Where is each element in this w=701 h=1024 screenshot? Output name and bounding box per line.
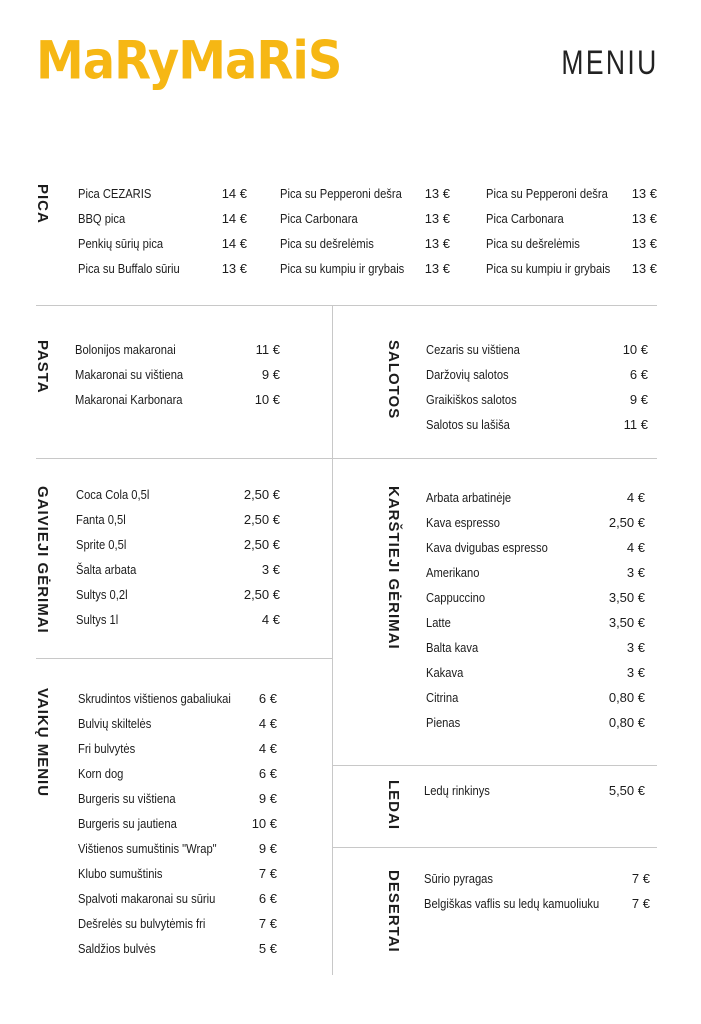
menu-item	[76, 607, 280, 632]
menu-item-name	[426, 610, 455, 635]
menu-item	[75, 387, 280, 412]
menu-item-name-text: Latte	[426, 615, 451, 630]
menu-item	[426, 362, 648, 387]
menu-item-price: 11 €	[255, 342, 280, 357]
menu-item-price: 2,50 €	[243, 587, 280, 602]
menu-item-name-text: Klubo sumuštinis	[78, 866, 163, 881]
menu-item-name	[75, 362, 201, 387]
menu-item-name-text: Pica su Pepperoni dešra	[280, 186, 402, 201]
menu-item-price: 10 €	[251, 816, 277, 831]
menu-item-name-text: Sprite 0,5l	[76, 537, 127, 552]
menu-item-price: 4 €	[626, 490, 645, 505]
menu-item-name	[426, 710, 466, 735]
divider	[36, 658, 332, 659]
menu-item-name-text: Coca Cola 0,5l	[76, 487, 150, 502]
menu-item	[76, 557, 280, 582]
divider	[332, 847, 657, 848]
menu-item-name-text: Pica su Buffalo sūriu	[78, 261, 180, 276]
menu-item	[78, 711, 277, 736]
menu-item-name	[78, 231, 177, 256]
menu-item-price: 9 €	[258, 841, 277, 856]
menu-item-price: 3 €	[626, 640, 645, 655]
menu-item	[426, 485, 645, 510]
menu-item-price: 10 €	[254, 392, 280, 407]
menu-item-price: 13 €	[424, 261, 450, 276]
menu-item-name	[78, 786, 191, 811]
menu-item-price: 9 €	[261, 367, 280, 382]
page-title: MENIU	[561, 44, 659, 82]
menu-item-name	[78, 936, 168, 961]
menu-item	[280, 256, 450, 281]
menu-item	[75, 337, 280, 362]
menu-item-name-text: Graikiškos salotos	[426, 392, 517, 407]
menu-item-price: 3 €	[626, 565, 645, 580]
menu-item-price: 4 €	[626, 540, 645, 555]
menu-item-name	[76, 507, 134, 532]
salotos-items	[426, 337, 648, 437]
menu-item	[426, 635, 645, 660]
menu-item-name	[426, 685, 464, 710]
menu-item	[426, 560, 645, 585]
menu-item-price: 2,50 €	[608, 515, 645, 530]
menu-item-name-text: Cappuccino	[426, 590, 486, 605]
menu-item-name	[486, 181, 628, 206]
menu-item-price: 14 €	[221, 211, 247, 226]
menu-item-name-text: Salotos su lašiša	[426, 417, 510, 432]
menu-item-name	[426, 535, 568, 560]
menu-item-name-text: Balta kava	[426, 640, 479, 655]
menu-item-name	[426, 337, 535, 362]
menu-item	[426, 387, 648, 412]
menu-item-name-text: Korn dog	[78, 766, 124, 781]
menu-item-name-text: Pica su dešrelėmis	[486, 236, 580, 251]
menu-item-name-text: Vištienos sumuštinis "Wrap"	[78, 841, 217, 856]
menu-item-price: 7 €	[258, 866, 277, 881]
menu-item-name-text: Sūrio pyragas	[424, 871, 493, 886]
menu-item-name-text: Burgeris su vištiena	[78, 791, 176, 806]
menu-item-price: 4 €	[261, 612, 280, 627]
menu-item	[76, 482, 280, 507]
menu-item-price: 10 €	[622, 342, 648, 357]
pasta-items	[75, 337, 280, 412]
menu-item-name-text: Skrudintos vištienos gabaliukai	[78, 691, 231, 706]
menu-item-name-text: Pica su kumpiu ir grybais	[280, 261, 405, 276]
menu-item-name-text: Pica Carbonara	[280, 211, 358, 226]
section-label-pica: PICA	[34, 184, 51, 224]
menu-item-name	[280, 256, 425, 281]
menu-item	[426, 585, 645, 610]
menu-item-name-text: Arbata arbatinėje	[426, 490, 512, 505]
menu-item	[426, 660, 645, 685]
menu-item-name-text: Dešrelės su bulvytėmis fri	[78, 916, 206, 931]
menu-item	[76, 532, 280, 557]
menu-item	[424, 891, 650, 916]
menu-item-name	[426, 510, 512, 535]
pica-column-1	[78, 181, 247, 281]
menu-item-name	[78, 861, 176, 886]
menu-item	[426, 610, 645, 635]
menu-item-price: 2,50 €	[243, 512, 280, 527]
menu-item	[76, 507, 280, 532]
menu-item-name-text: Amerikano	[426, 565, 480, 580]
divider	[332, 305, 333, 975]
menu-item-name	[75, 387, 200, 412]
brand-logo-text: MaRyMaRiS	[36, 30, 342, 92]
gaivieji-items	[76, 482, 280, 632]
menu-item	[78, 231, 247, 256]
menu-item-price: 5,50 €	[608, 783, 645, 798]
menu-item	[75, 362, 280, 387]
menu-item	[486, 181, 657, 206]
menu-item-price: 3 €	[626, 665, 645, 680]
menu-item-name	[426, 660, 469, 685]
menu-item-name-text: Burgeris su jautiena	[78, 816, 177, 831]
menu-item-name	[426, 635, 487, 660]
menu-item-name-text: Makaronai Karbonara	[75, 392, 183, 407]
menu-item-name	[78, 181, 163, 206]
menu-item-name	[76, 607, 125, 632]
menu-item-name-text: Pica Carbonara	[486, 211, 564, 226]
menu-item-name	[486, 256, 631, 281]
menu-item-price: 13 €	[424, 236, 450, 251]
ledai-items	[424, 778, 645, 803]
menu-item-name-text: Daržovių salotos	[426, 367, 509, 382]
menu-item-name	[426, 362, 522, 387]
menu-item-name	[78, 836, 239, 861]
menu-item-price: 4 €	[258, 741, 277, 756]
menu-item-name	[280, 206, 370, 231]
menu-item-name-text: BBQ pica	[78, 211, 126, 226]
menu-item-name	[426, 585, 495, 610]
menu-item-name	[486, 231, 595, 256]
karstieji-items	[426, 485, 645, 735]
menu-item-price: 6 €	[629, 367, 648, 382]
menu-item-price: 13 €	[631, 211, 657, 226]
pica-column-2	[280, 181, 450, 281]
menu-item-name-text: Kava espresso	[426, 515, 500, 530]
menu-item-price: 3,50 €	[608, 615, 645, 630]
vaiku-items	[78, 686, 277, 961]
menu-item-name	[78, 886, 238, 911]
menu-item-price: 13 €	[631, 261, 657, 276]
menu-item-name-text: Kava dvigubas espresso	[426, 540, 548, 555]
menu-item-name-text: Kakava	[426, 665, 464, 680]
menu-item	[426, 710, 645, 735]
divider	[36, 305, 657, 306]
menu-item-name-text: Citrina	[426, 690, 459, 705]
menu-item	[78, 811, 277, 836]
menu-item	[486, 231, 657, 256]
menu-item-price: 0,80 €	[608, 690, 645, 705]
menu-item	[426, 535, 645, 560]
menu-item-name	[486, 206, 576, 231]
menu-item-name-text: Saldžios bulvės	[78, 941, 156, 956]
menu-item-price: 9 €	[629, 392, 648, 407]
menu-item-name-text: Belgiškas vaflis su ledų kamuoliuku	[424, 896, 600, 911]
menu-item-price: 13 €	[424, 211, 450, 226]
menu-item	[280, 231, 450, 256]
menu-item-price: 6 €	[258, 766, 277, 781]
menu-item-name-text: Pienas	[426, 715, 461, 730]
menu-item-name	[75, 337, 192, 362]
menu-item-price: 3,50 €	[608, 590, 645, 605]
menu-item-name	[78, 711, 163, 736]
menu-item	[424, 778, 645, 803]
menu-item-name-text: Šalta arbata	[76, 562, 137, 577]
menu-item	[280, 181, 450, 206]
section-label-karstieji: KARŠTIEJI GĖRIMAI	[385, 486, 402, 650]
menu-item-name-text: Sultys 0,2l	[76, 587, 128, 602]
menu-item-name-text: Penkių sūrių pica	[78, 236, 164, 251]
menu-item	[426, 510, 645, 535]
menu-item-name-text: Bolonijos makaronai	[75, 342, 176, 357]
menu-item	[78, 886, 277, 911]
menu-item	[78, 686, 277, 711]
menu-item-name-text: Sultys 1l	[76, 612, 119, 627]
menu-item-name	[76, 557, 146, 582]
menu-item-name	[78, 811, 193, 836]
menu-item	[78, 256, 247, 281]
menu-item-price: 11 €	[623, 417, 648, 432]
menu-item	[78, 911, 277, 936]
menu-item-name-text: Fri bulvytės	[78, 741, 136, 756]
menu-item-name-text: Cezaris su vištiena	[426, 342, 520, 357]
menu-item-name	[76, 582, 136, 607]
menu-item-name	[76, 532, 135, 557]
menu-item-name	[280, 231, 389, 256]
menu-item-name	[426, 387, 531, 412]
pica-column-3	[486, 181, 657, 281]
menu-item-name-text: Bulvių skiltelės	[78, 716, 152, 731]
menu-item	[78, 761, 277, 786]
menu-item-price: 7 €	[631, 896, 650, 911]
menu-item-price: 13 €	[424, 186, 450, 201]
menu-item-name	[426, 412, 524, 437]
menu-item-price: 4 €	[258, 716, 277, 731]
menu-item	[486, 206, 657, 231]
menu-item-name-text: Fanta 0,5l	[76, 512, 126, 527]
menu-item-name-text: Pica CEZARIS	[78, 186, 152, 201]
menu-item-price: 6 €	[258, 891, 277, 906]
menu-item-name	[78, 686, 256, 711]
divider	[332, 765, 657, 766]
menu-item-name	[78, 256, 196, 281]
menu-item-name-text: Pica su kumpiu ir grybais	[486, 261, 611, 276]
menu-item-price: 7 €	[631, 871, 650, 886]
menu-item	[426, 337, 648, 362]
menu-item	[78, 736, 277, 761]
menu-item-name	[78, 736, 144, 761]
brand-logo	[36, 30, 342, 100]
menu-item	[486, 256, 657, 281]
section-label-gaivieji: GAIVIEJI GĖRIMAI	[34, 486, 51, 634]
menu-item	[78, 181, 247, 206]
section-label-pasta: PASTA	[34, 340, 51, 394]
menu-item	[78, 836, 277, 861]
menu-item-price: 14 €	[221, 236, 247, 251]
menu-item-price: 2,50 €	[243, 487, 280, 502]
menu-item-price: 13 €	[221, 261, 247, 276]
menu-item-name	[78, 206, 133, 231]
menu-item-name	[426, 560, 488, 585]
menu-item-name	[78, 911, 226, 936]
menu-item-name-text: Makaronai su vištiena	[75, 367, 184, 382]
section-label-desertai: DESERTAI	[385, 870, 402, 953]
menu-item-name	[424, 866, 504, 891]
menu-item-price: 6 €	[258, 691, 277, 706]
menu-item-price: 5 €	[258, 941, 277, 956]
menu-item-price: 2,50 €	[243, 537, 280, 552]
menu-item-price: 13 €	[631, 236, 657, 251]
menu-item-name	[76, 482, 161, 507]
menu-item	[426, 412, 648, 437]
menu-item-name	[78, 761, 131, 786]
section-label-vaiku: VAIKŲ MENIU	[34, 688, 51, 798]
menu-item-name-text: Pica su dešrelėmis	[280, 236, 374, 251]
menu-item	[78, 786, 277, 811]
menu-item-name-text: Spalvoti makaronai su sūriu	[78, 891, 216, 906]
menu-item-name-text: Ledų rinkinys	[424, 783, 490, 798]
menu-item	[78, 936, 277, 961]
menu-item-price: 9 €	[258, 791, 277, 806]
menu-item-price: 13 €	[631, 186, 657, 201]
menu-item-name	[426, 485, 525, 510]
menu-item-name	[280, 181, 422, 206]
menu-item-price: 14 €	[221, 186, 247, 201]
section-label-ledai: LEDAI	[385, 780, 402, 830]
divider	[36, 458, 657, 459]
section-label-salotos: SALOTOS	[385, 340, 402, 420]
menu-item	[78, 861, 277, 886]
desertai-items	[424, 866, 650, 916]
menu-item	[76, 582, 280, 607]
menu-item	[280, 206, 450, 231]
menu-item-name	[424, 778, 501, 803]
menu-item	[426, 685, 645, 710]
menu-item-name-text: Pica su Pepperoni dešra	[486, 186, 608, 201]
menu-item	[78, 206, 247, 231]
menu-item-price: 0,80 €	[608, 715, 645, 730]
menu-item-price: 3 €	[261, 562, 280, 577]
menu-item-name	[424, 891, 628, 916]
menu-item	[424, 866, 650, 891]
menu-item-price: 7 €	[258, 916, 277, 931]
